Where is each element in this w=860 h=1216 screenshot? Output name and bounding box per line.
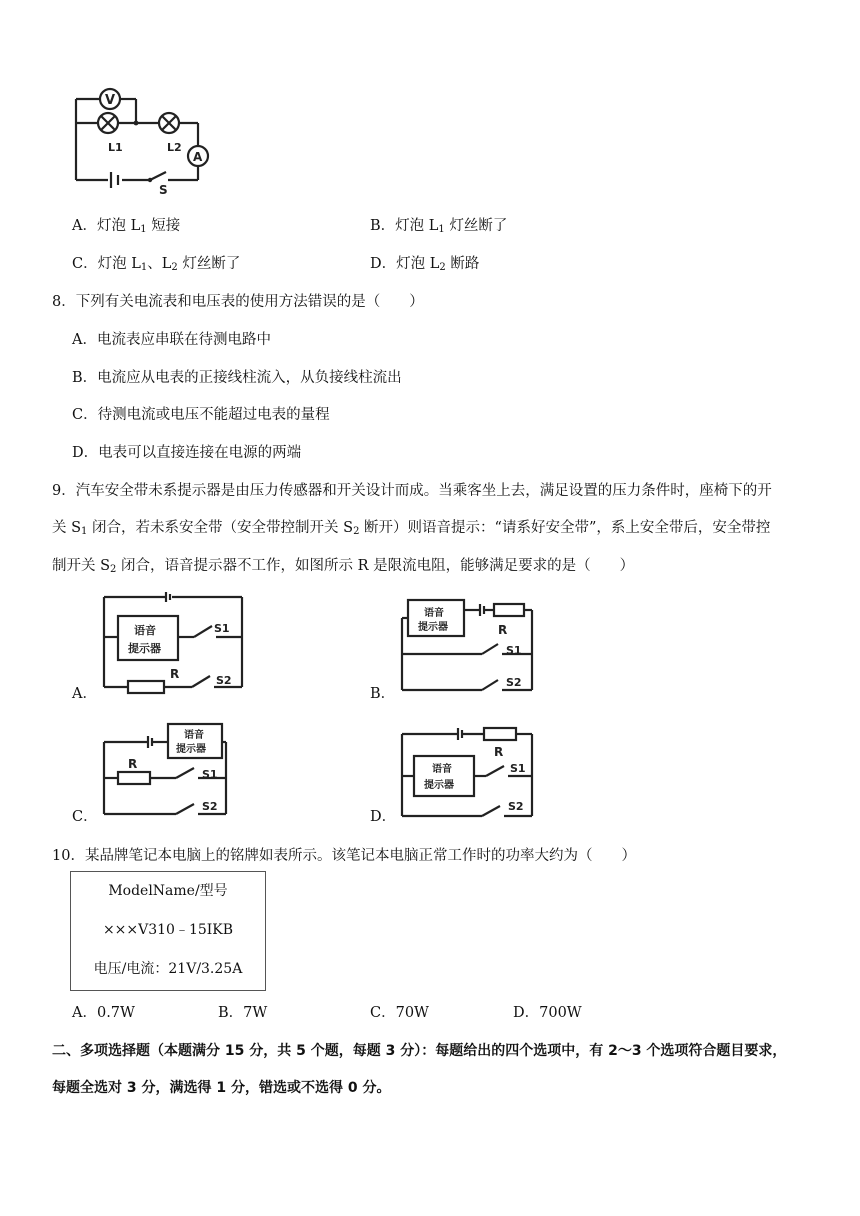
q9-stem-line1: 9．汽车安全带未系提示器是由压力传感器和开关设计而成。当乘客坐上去，满足设置的压力条件时，座椅下的开 [52, 483, 772, 499]
q7-option-c[interactable]: C．灯泡 $L_1$、$L_2$ 灯丝断了 [72, 256, 241, 273]
lamp1-label: L1 [108, 141, 123, 154]
section2-heading-line1: 二、多项选择题（本题满分 15 分，共 5 个题，每题 3 分）：每题给出的四个选项中，有 2～3 个选项符合题目要求， [52, 1043, 787, 1059]
q8-option-b[interactable]: B．电流应从电表的正接线柱流入，从负接线柱流出 [72, 370, 402, 386]
q8-option-c[interactable]: C．待测电流或电压不能超过电表的量程 [72, 407, 330, 423]
q9-stem-line2: 关 $S_1$ 闭合，若未系安全带（安全带控制开关 $S_2$ 断开）则语音提示：“请系好安全带”，系上安全带后，安全带控 [52, 520, 771, 537]
svg-text:S2: S2 [202, 800, 218, 813]
q9-option-b[interactable]: B． [370, 686, 396, 702]
ammeter-label: A [193, 150, 203, 164]
switch-label: S [159, 183, 168, 194]
q7-option-d[interactable]: D．灯泡 $L_2$ 断路 [370, 256, 480, 273]
q9-circuit-c[interactable] [100, 718, 230, 822]
q9-stem-line3: 制开关 $S_2$ 闭合，语音提示器不工作，如图所示 R 是限流电阻，能够满足要求的是（ ） [52, 558, 635, 575]
q10-nameplate-table [70, 871, 266, 991]
svg-text:S1: S1 [510, 762, 526, 775]
nameplate-model-label: ModelName/型号 [108, 883, 228, 899]
svg-text:S2: S2 [508, 800, 524, 813]
svg-text:S1: S1 [202, 768, 218, 781]
q10-option-b[interactable]: B．7W [218, 1005, 268, 1021]
section2-heading-line2: 每题全选对 3 分，满选得 1 分，错选或不选得 0 分。 [52, 1080, 391, 1096]
svg-text:S1: S1 [506, 644, 522, 657]
q7-circuit-figure [70, 86, 230, 194]
q9-option-a[interactable]: A． [72, 686, 97, 702]
svg-text:R: R [494, 745, 504, 759]
q10-stem: 10．某品牌笔记本电脑上的铭牌如表所示。该笔记本电脑正常工作时的功率大约为（ ） [52, 848, 636, 864]
svg-text:R: R [498, 623, 508, 637]
svg-text:提示器: 提示器 [424, 780, 454, 791]
q7-option-a[interactable]: A．灯泡 $L_1$ 短接 [72, 218, 181, 235]
q10-option-a[interactable]: A．0.7W [72, 1005, 135, 1021]
svg-text:语音: 语音 [184, 730, 204, 741]
q8-stem: 8．下列有关电流表和电压表的使用方法错误的是（ ） [52, 294, 424, 310]
q9-circuit-b[interactable] [398, 594, 538, 694]
q9-option-c[interactable]: C． [72, 809, 98, 825]
voltmeter-label: V [105, 93, 116, 108]
q10-option-c[interactable]: C．70W [370, 1005, 429, 1021]
svg-text:语音: 语音 [432, 764, 452, 775]
svg-text:R: R [128, 757, 138, 771]
q9-option-d[interactable]: D． [370, 809, 397, 825]
svg-text:提示器: 提示器 [176, 744, 206, 755]
q7-option-b[interactable]: B．灯泡 $L_1$ 灯丝断了 [370, 218, 508, 235]
svg-text:S2: S2 [506, 676, 522, 689]
svg-text:S1: S1 [214, 622, 230, 635]
svg-text:提示器: 提示器 [128, 642, 161, 655]
svg-text:语音: 语音 [134, 624, 156, 637]
nameplate-voltage-current: 电压/电流：21V/3.25A [93, 961, 243, 977]
svg-text:提示器: 提示器 [418, 622, 448, 633]
q9-circuit-a[interactable] [100, 592, 250, 697]
svg-text:语音: 语音 [424, 608, 444, 619]
q10-option-d[interactable]: D．700W [513, 1005, 582, 1021]
q9-circuit-d[interactable] [398, 720, 538, 824]
q8-option-a[interactable]: A．电流表应串联在待测电路中 [72, 332, 271, 348]
lamp2-label: L2 [167, 141, 182, 154]
svg-text:S2: S2 [216, 674, 232, 687]
nameplate-model-value: ×××V310﹣15IKB [102, 922, 234, 938]
svg-text:R: R [170, 667, 180, 681]
q8-option-d[interactable]: D．电表可以直接连接在电源的两端 [72, 445, 302, 461]
